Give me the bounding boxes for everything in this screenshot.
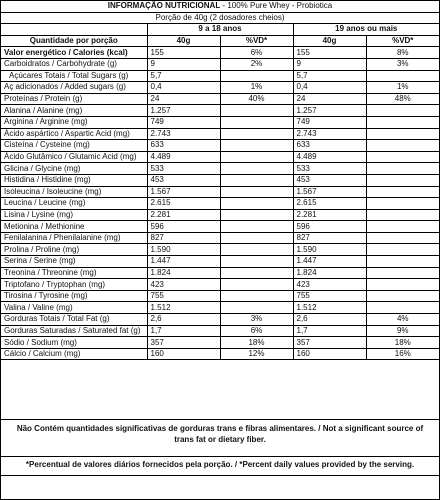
nutrient-label: Isoleucina / Isoleucine (mg)	[1, 186, 147, 198]
vd-group2	[366, 186, 439, 198]
amount-group1: 1,7	[147, 325, 220, 337]
amount-group1: 2.743	[147, 128, 220, 140]
vd-group2	[366, 163, 439, 175]
nutrient-label: Triptofano / Tryptophan (mg)	[1, 279, 147, 291]
vd-group1	[220, 279, 293, 291]
amount-group1: 357	[147, 337, 220, 349]
amount-group2: 755	[293, 290, 366, 302]
age-group-2: 19 anos ou mais	[293, 24, 439, 36]
amount-group1: 453	[147, 174, 220, 186]
vd-group1	[220, 116, 293, 128]
nutrient-label: Prolina / Proline (mg)	[1, 244, 147, 256]
nutrient-label: Cálcio / Calcium (mg)	[1, 348, 147, 360]
table-row	[1, 221, 439, 233]
nutrient-label: Arginina / Arginine (mg)	[1, 116, 147, 128]
vd-group2	[366, 105, 439, 117]
amount-group2: 1.447	[293, 256, 366, 268]
nutrient-label: Lisina / Lysine (mg)	[1, 209, 147, 221]
column-header-row	[1, 35, 439, 47]
amount-group2: 633	[293, 140, 366, 152]
vd-group2	[366, 256, 439, 268]
vd-group1	[220, 163, 293, 175]
table-row	[1, 256, 439, 268]
vd-group2: 3%	[366, 58, 439, 70]
amount-group2: 1.567	[293, 186, 366, 198]
age-group-1: 9 a 18 anos	[147, 24, 293, 36]
amount-group1: 1.567	[147, 186, 220, 198]
table-row	[1, 314, 439, 326]
amount-group2: 160	[293, 348, 366, 360]
vd-group2: 8%	[366, 47, 439, 59]
vd-group1	[220, 244, 293, 256]
table-row	[1, 70, 439, 82]
vd-group1	[220, 267, 293, 279]
portion-row	[1, 12, 439, 24]
nutrient-label: Gorduras Totais / Total Fat (g)	[1, 314, 147, 326]
amount-group1: 2.281	[147, 209, 220, 221]
col-header-40g-group2: 40g	[293, 35, 366, 47]
title-row	[1, 1, 439, 12]
amount-group2: 423	[293, 279, 366, 291]
portion-size: Porção de 40g (2 dosadores cheios)	[1, 12, 439, 24]
vd-group2	[366, 116, 439, 128]
vd-group1: 1%	[220, 82, 293, 94]
nutrient-label: Gorduras Saturadas / Saturated fat (g)	[1, 325, 147, 337]
table-row	[1, 290, 439, 302]
amount-group1: 2.615	[147, 198, 220, 210]
vd-group1: 6%	[220, 47, 293, 59]
nutrient-label: Fenilalanina / Phenilalanine (mg)	[1, 232, 147, 244]
table-row	[1, 244, 439, 256]
vd-group1	[220, 198, 293, 210]
amount-group1: 4.489	[147, 151, 220, 163]
col-header-vd-group2: %VD*	[366, 35, 439, 47]
age-group-blank	[1, 24, 147, 36]
vd-group1: 18%	[220, 337, 293, 349]
vd-group1	[220, 186, 293, 198]
nutrient-label: Ácido Glutâmico / Glutamic Acid (mg)	[1, 151, 147, 163]
vd-group1	[220, 232, 293, 244]
vd-group2: 9%	[366, 325, 439, 337]
amount-group2: 749	[293, 116, 366, 128]
amount-group2: 9	[293, 58, 366, 70]
vd-group2	[366, 279, 439, 291]
nutrient-label: Valina / Valine (mg)	[1, 302, 147, 314]
amount-group2: 533	[293, 163, 366, 175]
amount-group1: 9	[147, 58, 220, 70]
vd-group1	[220, 290, 293, 302]
amount-group1: 2,6	[147, 314, 220, 326]
amount-group1: 1.590	[147, 244, 220, 256]
vd-group2	[366, 232, 439, 244]
amount-group1: 533	[147, 163, 220, 175]
nutrient-label: Leucina / Leucine (mg)	[1, 198, 147, 210]
vd-group1	[220, 151, 293, 163]
vd-group2	[366, 174, 439, 186]
table-row	[1, 105, 439, 117]
age-group-row	[1, 24, 439, 36]
table-row	[1, 267, 439, 279]
table-row	[1, 325, 439, 337]
vd-group1: 3%	[220, 314, 293, 326]
vd-group2: 48%	[366, 93, 439, 105]
nutrient-label: Serina / Serine (mg)	[1, 256, 147, 268]
amount-group2: 5,7	[293, 70, 366, 82]
amount-group2: 1.257	[293, 105, 366, 117]
col-header-label: Quantidade por porção	[1, 35, 147, 47]
amount-group2: 357	[293, 337, 366, 349]
amount-group2: 2.743	[293, 128, 366, 140]
vd-group1	[220, 174, 293, 186]
table-row	[1, 58, 439, 70]
amount-group2: 0,4	[293, 82, 366, 94]
vd-group2	[366, 302, 439, 314]
table-row	[1, 232, 439, 244]
nutrient-label: Valor energético / Calories (kcal)	[1, 47, 147, 59]
amount-group2: 1.512	[293, 302, 366, 314]
amount-group1: 1.447	[147, 256, 220, 268]
amount-group2: 453	[293, 174, 366, 186]
col-header-40g-group1: 40g	[147, 35, 220, 47]
table-row	[1, 128, 439, 140]
vd-group1	[220, 70, 293, 82]
amount-group2: 24	[293, 93, 366, 105]
amount-group1: 1.824	[147, 267, 220, 279]
table-row	[1, 302, 439, 314]
amount-group2: 4.489	[293, 151, 366, 163]
amount-group2: 596	[293, 221, 366, 233]
table-row	[1, 186, 439, 198]
vd-group1	[220, 221, 293, 233]
nutrient-label: Metionina / Methionine	[1, 221, 147, 233]
amount-group1: 749	[147, 116, 220, 128]
amount-group2: 1.824	[293, 267, 366, 279]
table-title	[1, 1, 439, 12]
vd-group1: 12%	[220, 348, 293, 360]
amount-group2: 827	[293, 232, 366, 244]
vd-group1	[220, 256, 293, 268]
nutrient-label: Treonina / Threonine (mg)	[1, 267, 147, 279]
vd-group2: 1%	[366, 82, 439, 94]
amount-group2: 155	[293, 47, 366, 59]
amount-group2: 2.615	[293, 198, 366, 210]
table-row	[1, 209, 439, 221]
vd-group2	[366, 267, 439, 279]
vd-group2	[366, 198, 439, 210]
vd-group1: 6%	[220, 325, 293, 337]
vd-group2: 16%	[366, 348, 439, 360]
amount-group2: 1,7	[293, 325, 366, 337]
amount-group1: 633	[147, 140, 220, 152]
trans-fat-note-line1: Não Contém quantidades significativas de gorduras trans e fibras alimentares. / Not a significant source of	[16, 424, 424, 433]
table-row	[1, 47, 439, 59]
vd-group1	[220, 128, 293, 140]
vd-group1	[220, 105, 293, 117]
table-row	[1, 151, 439, 163]
vd-group2	[366, 209, 439, 221]
table-row	[1, 82, 439, 94]
table-row	[1, 279, 439, 291]
vd-group1	[220, 302, 293, 314]
vd-group2	[366, 221, 439, 233]
vd-group1: 2%	[220, 58, 293, 70]
vd-group2	[366, 70, 439, 82]
trans-fat-note-line2: trans fat or dietary fiber.	[174, 435, 266, 444]
nutrient-label: Ácido aspártico / Aspartic Acid (mg)	[1, 128, 147, 140]
vd-group2: 18%	[366, 337, 439, 349]
amount-group1: 1.512	[147, 302, 220, 314]
table-row	[1, 93, 439, 105]
amount-group1: 827	[147, 232, 220, 244]
vd-group2	[366, 290, 439, 302]
nutrient-label: Carboidratos / Carbohydrate (g)	[1, 58, 147, 70]
amount-group1: 24	[147, 93, 220, 105]
amount-group1: 755	[147, 290, 220, 302]
nutrient-label: Alanina / Alanine (mg)	[1, 105, 147, 117]
table-row	[1, 337, 439, 349]
table-row	[1, 116, 439, 128]
nutrient-label: Sódio / Sodium (mg)	[1, 337, 147, 349]
amount-group1: 596	[147, 221, 220, 233]
nutrient-label: Cisteína / Cysteine (mg)	[1, 140, 147, 152]
vd-group2	[366, 128, 439, 140]
amount-group2: 2,6	[293, 314, 366, 326]
amount-group1: 155	[147, 47, 220, 59]
nutrient-label: Histidina / Histidine (mg)	[1, 174, 147, 186]
nutrient-label: Glicina / Glycine (mg)	[1, 163, 147, 175]
vd-group2	[366, 244, 439, 256]
nutrient-label: Açúcares Totais / Total Sugars (g)	[1, 70, 147, 82]
table-row	[1, 174, 439, 186]
nutrient-label: Proteínas / Protein (g)	[1, 93, 147, 105]
vd-group2: 4%	[366, 314, 439, 326]
nutrient-label: Aç adicionados / Added sugars (g)	[1, 82, 147, 94]
daily-value-note-text: *Percentual de valores diários fornecidos pela porção. / *Percent daily values provided by the serving.	[25, 460, 415, 469]
vd-group2	[366, 151, 439, 163]
vd-group1: 40%	[220, 93, 293, 105]
table-row	[1, 140, 439, 152]
amount-group1: 423	[147, 279, 220, 291]
nutrition-table	[1, 1, 439, 360]
vd-group1	[220, 209, 293, 221]
table-row	[1, 348, 439, 360]
amount-group2: 1.590	[293, 244, 366, 256]
vd-group1	[220, 140, 293, 152]
table-row	[1, 198, 439, 210]
amount-group1: 0,4	[147, 82, 220, 94]
title-rest: - 100% Pure Whey - Probiotica	[220, 1, 333, 11]
amount-group1: 160	[147, 348, 220, 360]
col-header-vd-group1: %VD*	[220, 35, 293, 47]
amount-group1: 5,7	[147, 70, 220, 82]
daily-value-note	[1, 456, 439, 476]
title-bold: INFORMAÇÃO NUTRICIONAL	[107, 1, 221, 11]
vd-group2	[366, 140, 439, 152]
trans-fat-note	[1, 419, 439, 447]
table-row	[1, 163, 439, 175]
amount-group2: 2.281	[293, 209, 366, 221]
nutrient-label: Tirosina / Tyrosine (mg)	[1, 290, 147, 302]
amount-group1: 1.257	[147, 105, 220, 117]
